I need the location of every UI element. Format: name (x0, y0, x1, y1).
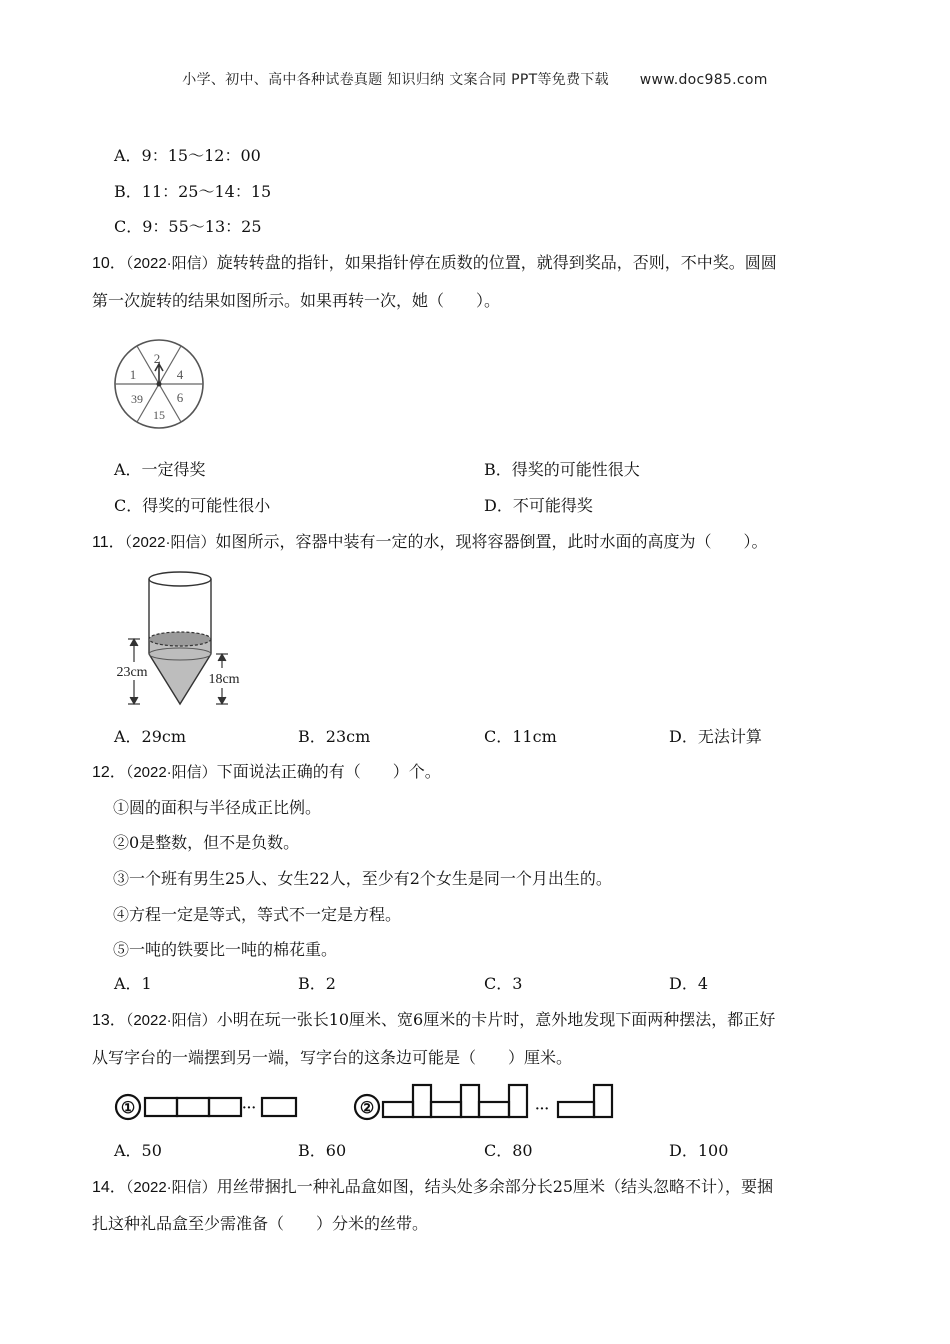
q11-number: 11． (92, 534, 125, 551)
arrangement-2-label: ② (359, 1100, 375, 1117)
card-arrangement-figure (112, 1080, 617, 1124)
label-18cm: 18cm (208, 672, 240, 687)
q13-stem-line2: 从写字台的一端摆到另一端，写字台的这条边可能是（ ）厘米。 (92, 1048, 573, 1067)
page-header (0, 69, 950, 89)
q13-number: 13． (92, 1012, 126, 1029)
q14-number: 14． (92, 1179, 126, 1196)
q14-stem-line1 (92, 1176, 773, 1199)
spinner-number-15: 15 (153, 408, 165, 422)
q13-source: （2022·阳信） (125, 1012, 217, 1029)
q11-option-b: B．23cm (298, 727, 371, 746)
q11-source: （2022·阳信） (124, 534, 216, 551)
spinner-number-6: 6 (176, 390, 184, 405)
q13-option-d: D．100 (669, 1141, 729, 1160)
water-surface (149, 632, 211, 646)
q12-option-b: B．2 (298, 974, 336, 993)
q10-option-c: C．得奖的可能性很小 (114, 496, 271, 515)
spinner-number-1: 1 (129, 367, 137, 382)
q9-option-c: C．9：55～13：25 (114, 217, 262, 236)
q13-stem-line1 (92, 1009, 775, 1032)
arrangement-2-dots: ··· (534, 1102, 550, 1117)
q14-text: 用丝带捆扎一种礼品盒如图，结头处多余部分长25厘米（结头忽略不计），要捆 (216, 1177, 774, 1196)
q12-number: 12． (92, 764, 126, 781)
q11-option-d: D．无法计算 (669, 727, 762, 746)
q13-option-c: C．80 (484, 1141, 533, 1160)
q12-statement-3: ③一个班有男生25人、女生22人，至少有2个女生是同一个月出生的。 (113, 869, 612, 888)
spinner-number-39: 39 (131, 392, 143, 406)
q10-text: 旋转转盘的指针，如果指针停在质数的位置，就得到奖品，否则，不中奖。圆圆 (216, 253, 777, 272)
q9-option-a: A．9：15～12：00 (114, 146, 261, 165)
q10-stem-line2: 第一次旋转的结果如图所示。如果再转一次，她（ ）。 (92, 291, 501, 310)
q12-stem-line1 (92, 761, 441, 784)
q11-stem-line1 (92, 531, 768, 554)
q11-text: 如图所示，容器中装有一定的水，现将容器倒置，此时水面的高度为（ ）。 (215, 532, 768, 551)
header-text: 小学、初中、高中各种试卷真题 知识归纳 文案合同 PPT等免费下载 (182, 72, 609, 88)
q11-option-a: A．29cm (114, 727, 187, 746)
q12-statement-2: ②0是整数，但不是负数。 (113, 833, 300, 852)
arrangement-1-label: ① (120, 1100, 136, 1117)
q10-option-d: D．不可能得奖 (484, 496, 593, 515)
q9-option-b: B．11：25～14：15 (114, 182, 272, 201)
q11-option-c: C．11cm (484, 727, 557, 746)
spinner-number-2: 2 (153, 351, 161, 366)
header-site: www.doc985.com (639, 72, 768, 88)
q13-option-b: B．60 (298, 1141, 347, 1160)
label-23cm: 23cm (116, 665, 148, 680)
container-figure (108, 566, 250, 712)
q12-text: 下面说法正确的有（ ）个。 (216, 762, 441, 781)
q10-stem-line1 (92, 252, 777, 275)
q13-option-a: A．50 (114, 1141, 162, 1160)
arrangement-1-dots: ··· (241, 1101, 257, 1116)
q12-option-a: A．1 (114, 974, 152, 993)
q10-number: 10． (92, 255, 126, 272)
q12-statement-4: ④方程一定是等式，等式不一定是方程。 (113, 905, 402, 924)
q12-statement-5: ⑤一吨的铁要比一吨的棉花重。 (113, 940, 338, 959)
q12-option-c: C．3 (484, 974, 523, 993)
q10-option-a: A．一定得奖 (114, 460, 206, 479)
q12-source: （2022·阳信） (125, 764, 217, 781)
q12-option-d: D．4 (669, 974, 709, 993)
spinner-number-4: 4 (176, 367, 184, 382)
q14-source: （2022·阳信） (125, 1179, 217, 1196)
q12-statement-1: ①圆的面积与半径成正比例。 (113, 798, 322, 817)
q10-source: （2022·阳信） (125, 255, 217, 272)
q14-stem-line2: 扎这种礼品盒至少需准备（ ）分米的丝带。 (92, 1214, 429, 1233)
spinner-figure (112, 333, 204, 437)
q10-option-b: B．得奖的可能性很大 (484, 460, 640, 479)
q13-text: 小明在玩一张长10厘米、宽6厘米的卡片时，意外地发现下面两种摆法，都正好 (216, 1010, 776, 1029)
